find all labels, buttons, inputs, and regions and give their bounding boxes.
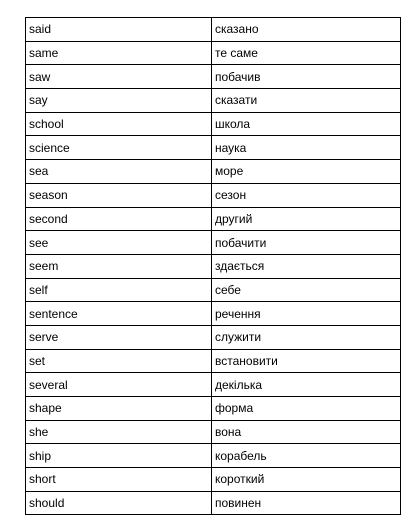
ukrainian-translation-cell: речення [212, 302, 401, 326]
table-row [26, 420, 401, 444]
english-word-cell: school [26, 112, 212, 136]
english-word-cell: set [26, 349, 212, 373]
english-word-cell: she [26, 420, 212, 444]
table-row [26, 444, 401, 468]
english-word-cell: shape [26, 397, 212, 421]
ukrainian-translation-cell: сказати [212, 89, 401, 113]
english-word-cell: said [26, 18, 212, 42]
ukrainian-translation-cell: корабель [212, 444, 401, 468]
table-row [26, 65, 401, 89]
english-word-cell: self [26, 278, 212, 302]
vocabulary-table [25, 17, 401, 515]
ukrainian-translation-cell: побачив [212, 65, 401, 89]
ukrainian-translation-cell: декілька [212, 373, 401, 397]
english-word-cell: short [26, 468, 212, 492]
english-word-cell: sentence [26, 302, 212, 326]
ukrainian-translation-cell: сказано [212, 18, 401, 42]
table-row [26, 325, 401, 349]
english-word-cell: saw [26, 65, 212, 89]
table-row [26, 468, 401, 492]
ukrainian-translation-cell: повинен [212, 491, 401, 515]
english-word-cell: sea [26, 160, 212, 184]
english-word-cell: ship [26, 444, 212, 468]
table-row [26, 491, 401, 515]
table-row [26, 160, 401, 184]
table-row [26, 112, 401, 136]
ukrainian-translation-cell: здається [212, 254, 401, 278]
ukrainian-translation-cell: побачити [212, 231, 401, 255]
ukrainian-translation-cell: сезон [212, 183, 401, 207]
english-word-cell: science [26, 136, 212, 160]
ukrainian-translation-cell: вона [212, 420, 401, 444]
ukrainian-translation-cell: те саме [212, 41, 401, 65]
ukrainian-translation-cell: служити [212, 325, 401, 349]
ukrainian-translation-cell: короткий [212, 468, 401, 492]
table-row [26, 231, 401, 255]
english-word-cell: should [26, 491, 212, 515]
table-row [26, 349, 401, 373]
table-row [26, 278, 401, 302]
ukrainian-translation-cell: форма [212, 397, 401, 421]
ukrainian-translation-cell: себе [212, 278, 401, 302]
table-row [26, 183, 401, 207]
table-row [26, 136, 401, 160]
english-word-cell: several [26, 373, 212, 397]
ukrainian-translation-cell: встановити [212, 349, 401, 373]
english-word-cell: say [26, 89, 212, 113]
table-row [26, 397, 401, 421]
table-row [26, 207, 401, 231]
english-word-cell: seem [26, 254, 212, 278]
table-row [26, 41, 401, 65]
english-word-cell: see [26, 231, 212, 255]
table-row [26, 373, 401, 397]
table-row [26, 302, 401, 326]
vocabulary-table-body [26, 18, 401, 515]
table-row [26, 254, 401, 278]
table-row [26, 18, 401, 42]
english-word-cell: serve [26, 325, 212, 349]
english-word-cell: second [26, 207, 212, 231]
table-row [26, 89, 401, 113]
ukrainian-translation-cell: другий [212, 207, 401, 231]
ukrainian-translation-cell: школа [212, 112, 401, 136]
ukrainian-translation-cell: наука [212, 136, 401, 160]
english-word-cell: season [26, 183, 212, 207]
english-word-cell: same [26, 41, 212, 65]
ukrainian-translation-cell: море [212, 160, 401, 184]
